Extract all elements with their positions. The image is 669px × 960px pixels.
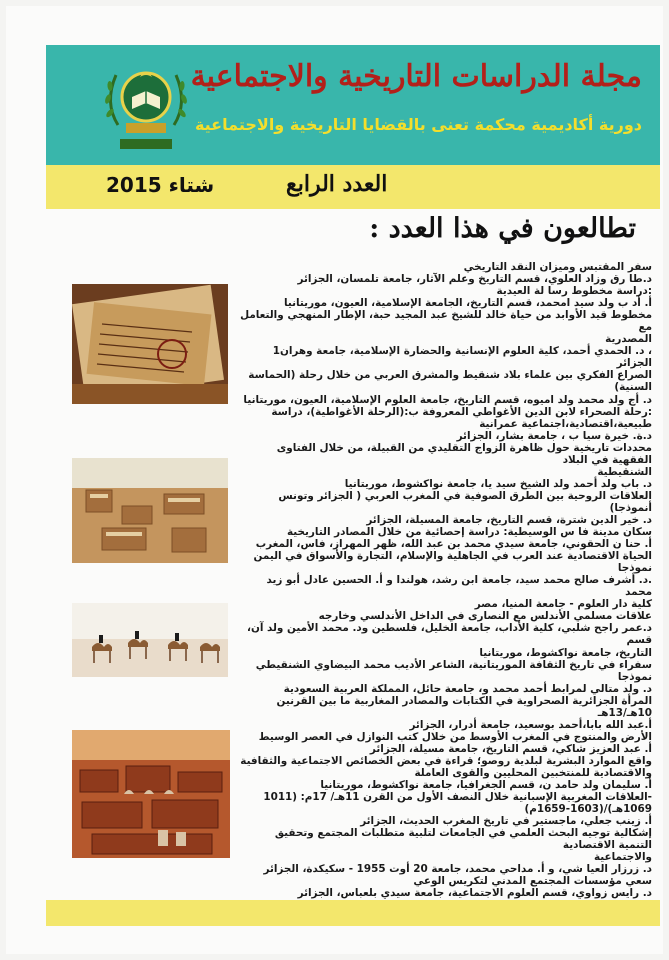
contents-line: مخطوط قيد الأوابد من حياة خالد للشيخ عبد المجيد حبة، الإطار المنهجي والتعامل مع (240, 309, 652, 334)
contents-line: المرأة الجزائرية الصحراوية في الكتابات والمصادر المغاربية ما بين القرنين 10هـ/13هـ (276, 694, 652, 719)
contents-line: أ. عبد العزيز شاكي، قسم التاريخ، جامعة مسيلة، الجزائر (369, 742, 652, 755)
issue-band (46, 165, 660, 209)
issue-number: العدد الرابع (286, 171, 388, 197)
contents-line: ، د. الحمدي أحمد، كلية العلوم الإنسانية والحضارة الإسلامية، جامعة وهران1 (272, 345, 652, 358)
contents-line: د. زرزار العيا شي، و أ. مداحي محمد، جامعة 20 أوت 1955 - سكيكدة، الجزائر (263, 863, 652, 876)
journal-subtitle: دورية أكاديمية محكمة تعنى بالقضايا التاريخية والاجتماعية (194, 115, 642, 134)
contents-line: الجزائر (616, 357, 652, 370)
contents-line: -العلاقات المغربية الإسبانية خلال النصف الأول من القرن 11هـ/ 17م: (1011 (263, 791, 652, 804)
ruins-photo (72, 458, 228, 563)
contents-line: والاجتماعية (594, 851, 652, 864)
contents-line: محددات تاريخية حول ظاهرة الزواج التقليدي من القبيلة، من خلال الفتاوى الفقهية في البلاد (276, 441, 652, 466)
contents-line: الصراع الفكري بين علماء بلاد شنقيط والمشرق العربي من خلال رحلة (الحماسة السنية) (248, 369, 652, 394)
contents-line: د. أج ولد محمد ولد اميوه، قسم التاريخ، جامعة العلوم الإسلامية، العيون، موريتانيا (243, 393, 652, 406)
contents-line: د.طا رق وزاد العلوي، قسم التاريخ وعلم الآثار، جامعة تلمسان، الجزائر (297, 273, 652, 286)
contents-line: .د. أشرف صالح محمد سيد، جامعة ابن رشد، هولندا و أ. الحسين عادل أبو زيد محمد (266, 574, 652, 599)
contents-line: أ. زينب جعلي، ماجستير في تاريخ المغرب الحديث، الجزائر (360, 815, 652, 828)
contents-line: والاقتصادية للمنتخبين المحليين والقوى العاملة (414, 766, 652, 779)
contents-line: د.عمر راجح شلبي، كلية الأداب، جامعة الخليل، فلسطين ود. محمد الأمين ولد آن، قسم (247, 622, 652, 647)
contents-line: د. رايس زواوي، قسم العلوم الاجتماعية، جامعة سيدي بلعباس، الجزائر (297, 887, 652, 900)
contents-line: الشنقيطية (597, 465, 652, 478)
footer-band (46, 900, 660, 926)
contents-line: أ. سليمان ولد حامد ن، قسم الجغرافيا، جامعة نواكشوط، موريتانيا (320, 779, 652, 792)
contents-line: الأرض والمنتوج في المغرب الأوسط من خلال كتب النوازل في العصر الوسيط (258, 730, 652, 743)
contents-line: أ. حنا ن الحقوني، جامعة سيدي محمد بن عبد الله، ظهر المهراز، فاس، المغرب (255, 538, 652, 551)
camel-caravan-photo (72, 603, 228, 677)
contents-line: د.ة. خيرة سيا ب ، جامعة بشار، الجزائر (456, 429, 652, 442)
journal-title: مجلة الدراسات التاريخية والاجتماعية (190, 59, 642, 94)
desert-town-photo (72, 730, 230, 858)
page-sheet (6, 6, 663, 954)
journal-logo-icon (96, 53, 196, 157)
contents-line: :دراسة مخطوط رسا لة العيدية (496, 285, 652, 298)
contents-line: واقع الموارد البشرية لبلدية روصو؛ قراءة في بعض الخصائص الاجتماعية والثقافية (240, 754, 652, 767)
contents-line: سفراء في تاريخ الثقافة الموريتانية، الشاعر الأديب محمد البيضاوي الشنقيطي نموذجا (255, 658, 652, 683)
manuscript-photo (72, 284, 228, 404)
contents-line: د. خير الدين شترة، قسم التاريخ، جامعة المسيلة، الجزائر (366, 513, 652, 526)
contents-line: سعي مؤسسات المجتمع المدني لتكريس الوعي (413, 875, 652, 888)
contents-line: سفر المقتبس وميزان النقد التاريخي (463, 261, 652, 273)
contents-list (238, 261, 652, 899)
contents-line: 1069هـ)/(1603-1659م) (524, 803, 652, 816)
contents-line: كلية دار العلوم - جامعة المنيا، مصر (474, 598, 652, 611)
contents-line: د. ولد متالي لمرابط أحمد محمد و، جامعة حائل، المملكة العربية السعودية (283, 682, 652, 695)
contents-line: إشكالية توجيه البحث العلمي في الجامعات لتلبية متطلبات المجتمع وتحقيق التنمية الاقتصادية (274, 827, 652, 852)
issue-season: شتاء 2015 (106, 173, 215, 197)
contents-line: المصدرية (605, 333, 652, 346)
contents-line: أ. أد ب ولد سيد امحمد، قسم التاريخ، الجامعة الإسلامية، العيون، موريتانيا (283, 297, 652, 310)
contents-line: العلاقات الروحية بين الطرق الصوفية في المغرب العربي ( الجزائر وتونس أنموذجا) (278, 489, 652, 514)
contents-line: أ.عبد الله بابا،أحمد بوسعيد، جامعة أدرار، الجزائر (409, 718, 652, 731)
journal-header (46, 45, 660, 165)
contents-title: تطالعون في هذا العدد : (369, 213, 636, 244)
contents-line: الحياة الاقتصادية عند العرب في الجاهلية والإسلام، التجارة والأسواق في اليمن نموذجا (253, 550, 652, 575)
contents-line: :رحلة الصحراء لابن الدين الأغواطي المعروفة ب:(الرحلة الأغواطية)، دراسة (271, 405, 652, 418)
contents-line: د. باب ولد أحمد ولد الشيخ سيد يا، جامعة نواكشوط، موريتانيا (344, 477, 652, 490)
contents-line: سكان مدينة فا س الوسيطية: دراسة إحصائية من خلال المصادر التاريخية (287, 526, 652, 539)
contents-line: التاريخ، جامعة نواكشوط، موريتانيا (479, 646, 652, 659)
contents-line: طبيعية،اقتصادية،اجتماعية عمرانية (479, 417, 652, 430)
contents-line: علاقات مسلمي الأندلس مع النصارى في الداخل الأندلسي وخارجه (318, 610, 652, 623)
